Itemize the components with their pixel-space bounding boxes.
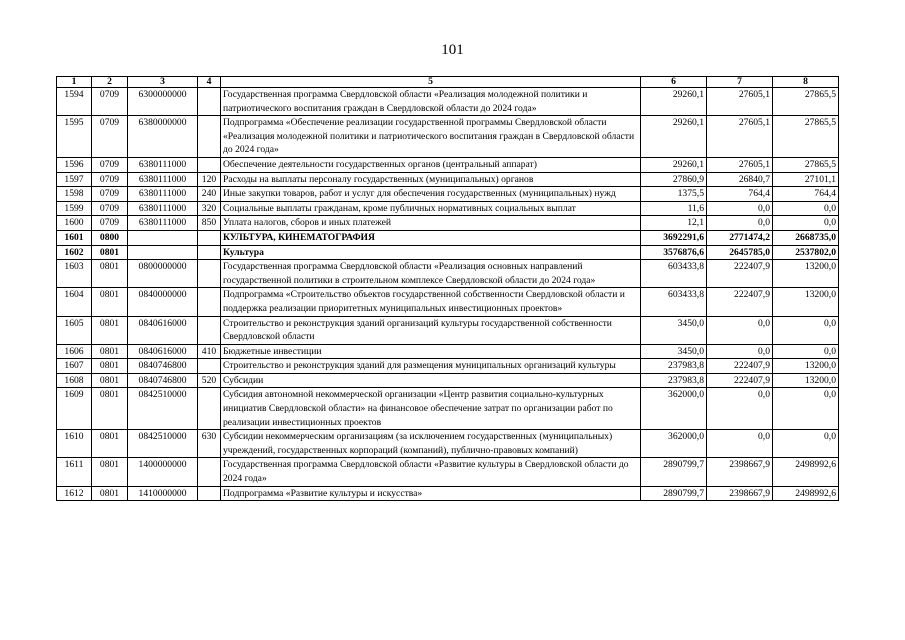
amount-cell-col7: 27605,1 (707, 116, 773, 158)
section-code-cell: 0801 (92, 458, 128, 486)
target-article-cell: 0800000000 (128, 260, 198, 288)
item-name-cell: Социальные выплаты гражданам, кроме публичных нормативных социальных выплат (221, 201, 641, 216)
row-number-cell: 1603 (57, 260, 92, 288)
expense-type-cell: 320 (198, 201, 221, 216)
item-name-cell: Государственная программа Свердловской области «Реализация молодежной политики и патриотического воспитания граждан в Свердловской области до 2024 года» (221, 88, 641, 116)
expense-type-cell: 240 (198, 187, 221, 202)
amount-cell-col8: 0,0 (773, 216, 839, 231)
target-article-cell: 6380111000 (128, 157, 198, 172)
section-code-cell: 0709 (92, 157, 128, 172)
amount-cell-col6: 237983,8 (641, 359, 707, 374)
amount-cell-col8: 13200,0 (773, 260, 839, 288)
target-article-cell: 0840000000 (128, 288, 198, 316)
table-row (57, 260, 839, 288)
amount-cell-col7: 764,4 (707, 187, 773, 202)
amount-cell-col7: 27605,1 (707, 88, 773, 116)
section-code-cell: 0801 (92, 373, 128, 388)
amount-cell-col8: 13200,0 (773, 288, 839, 316)
amount-cell-col6: 362000,0 (641, 388, 707, 430)
table-row (57, 187, 839, 202)
item-name-cell: Обеспечение деятельности государственных органов (центральный аппарат) (221, 157, 641, 172)
row-number-cell: 1605 (57, 316, 92, 344)
item-name-cell: Расходы на выплаты персоналу государственных (муниципальных) органов (221, 172, 641, 187)
row-number-cell: 1596 (57, 157, 92, 172)
amount-cell-col8: 2537802,0 (773, 245, 839, 260)
row-number-cell: 1600 (57, 216, 92, 231)
expense-type-cell (198, 486, 221, 501)
expense-type-cell: 850 (198, 216, 221, 231)
amount-cell-col6: 2890799,7 (641, 458, 707, 486)
expense-type-cell (198, 245, 221, 260)
amount-cell-col6: 29260,1 (641, 157, 707, 172)
amount-cell-col7: 222407,9 (707, 359, 773, 374)
table-row (57, 216, 839, 231)
table-row (57, 388, 839, 430)
section-code-cell: 0709 (92, 116, 128, 158)
target-article-cell: 1410000000 (128, 486, 198, 501)
amount-cell-col6: 29260,1 (641, 88, 707, 116)
header-cell: 6 (641, 77, 707, 88)
expense-type-cell: 120 (198, 172, 221, 187)
amount-cell-col7: 2398667,9 (707, 486, 773, 501)
item-name-cell: Подпрограмма «Обеспечение реализации государственной программы Свердловской области «Реализация молодежной политики и патриотического воспитания граждан в Свердловской области до 2024 года» (221, 116, 641, 158)
amount-cell-col8: 0,0 (773, 201, 839, 216)
amount-cell-col8: 2668735,0 (773, 230, 839, 245)
amount-cell-col8: 0,0 (773, 344, 839, 359)
target-article-cell: 6380111000 (128, 172, 198, 187)
amount-cell-col8: 13200,0 (773, 359, 839, 374)
section-code-cell: 0801 (92, 486, 128, 501)
section-code-cell: 0801 (92, 245, 128, 260)
amount-cell-col6: 27860,9 (641, 172, 707, 187)
target-article-cell: 0840746800 (128, 373, 198, 388)
section-code-cell: 0801 (92, 344, 128, 359)
header-cell: 3 (128, 77, 198, 88)
budget-table (56, 76, 839, 501)
amount-cell-col6: 362000,0 (641, 430, 707, 458)
expense-type-cell (198, 260, 221, 288)
amount-cell-col8: 0,0 (773, 430, 839, 458)
section-code-cell: 0800 (92, 230, 128, 245)
header-cell: 4 (198, 77, 221, 88)
item-name-cell: Подпрограмма «Строительство объектов государственной собственности Свердловской области и поддержка реализации приоритетных муниципальных инвестиционных проектов» (221, 288, 641, 316)
header-cell: 1 (57, 77, 92, 88)
page-number: 101 (441, 42, 464, 58)
amount-cell-col7: 0,0 (707, 201, 773, 216)
amount-cell-col8: 764,4 (773, 187, 839, 202)
table-row (57, 288, 839, 316)
row-number-cell: 1608 (57, 373, 92, 388)
table-row (57, 344, 839, 359)
item-name-cell: Субсидия автономной некоммерческой организации «Центр развития социально-культурных инициатив Свердловской области» на финансовое обеспечение затрат по организации работ по реализации инвестиционных проектов (221, 388, 641, 430)
amount-cell-col6: 237983,8 (641, 373, 707, 388)
item-name-cell: Уплата налогов, сборов и иных платежей (221, 216, 641, 231)
target-article-cell: 0840746800 (128, 359, 198, 374)
amount-cell-col8: 27101,1 (773, 172, 839, 187)
amount-cell-col7: 0,0 (707, 316, 773, 344)
target-article-cell: 0842510000 (128, 388, 198, 430)
amount-cell-col8: 13200,0 (773, 373, 839, 388)
amount-cell-col6: 3450,0 (641, 316, 707, 344)
amount-cell-col7: 222407,9 (707, 373, 773, 388)
table-row (57, 201, 839, 216)
amount-cell-col6: 603433,8 (641, 260, 707, 288)
amount-cell-col8: 0,0 (773, 388, 839, 430)
item-name-cell: Иные закупки товаров, работ и услуг для обеспечения государственных (муниципальных) нужд (221, 187, 641, 202)
amount-cell-col6: 3692291,6 (641, 230, 707, 245)
target-article-cell: 6380111000 (128, 201, 198, 216)
target-article-cell: 6300000000 (128, 88, 198, 116)
table-row (57, 316, 839, 344)
item-name-cell: Государственная программа Свердловской области «Реализация основных направлений государственной политики в строительном комплексе Свердловской области до 2024 года» (221, 260, 641, 288)
table-row (57, 157, 839, 172)
expense-type-cell (198, 316, 221, 344)
amount-cell-col7: 0,0 (707, 388, 773, 430)
row-number-cell: 1606 (57, 344, 92, 359)
table-row (57, 230, 839, 245)
row-number-cell: 1594 (57, 88, 92, 116)
item-name-cell: Строительство и реконструкция зданий для размещения муниципальных организаций культуры (221, 359, 641, 374)
amount-cell-col7: 0,0 (707, 216, 773, 231)
row-number-cell: 1612 (57, 486, 92, 501)
section-code-cell: 0709 (92, 201, 128, 216)
table-row (57, 245, 839, 260)
target-article-cell: 0840616000 (128, 316, 198, 344)
target-article-cell: 6380111000 (128, 216, 198, 231)
amount-cell-col7: 2771474,2 (707, 230, 773, 245)
section-code-cell: 0709 (92, 216, 128, 231)
table-header-row (57, 77, 839, 88)
row-number-cell: 1602 (57, 245, 92, 260)
amount-cell-col7: 2398667,9 (707, 458, 773, 486)
header-cell: 7 (707, 77, 773, 88)
item-name-cell: Государственная программа Свердловской области «Развитие культуры в Свердловской области до 2024 года» (221, 458, 641, 486)
expense-type-cell (198, 458, 221, 486)
section-code-cell: 0801 (92, 316, 128, 344)
amount-cell-col6: 2890799,7 (641, 486, 707, 501)
table-row (57, 430, 839, 458)
item-name-cell: Культура (221, 245, 641, 260)
section-code-cell: 0801 (92, 359, 128, 374)
table-body (57, 88, 839, 501)
section-code-cell: 0801 (92, 388, 128, 430)
header-cell: 8 (773, 77, 839, 88)
amount-cell-col6: 3576876,6 (641, 245, 707, 260)
amount-cell-col8: 27865,5 (773, 116, 839, 158)
target-article-cell: 6380111000 (128, 187, 198, 202)
target-article-cell: 0840616000 (128, 344, 198, 359)
expense-type-cell (198, 288, 221, 316)
row-number-cell: 1595 (57, 116, 92, 158)
item-name-cell: Субсидии некоммерческим организациям (за исключением государственных (муниципальных) учреждений, государственных корпораций (компаний), публично-правовых компаний) (221, 430, 641, 458)
amount-cell-col7: 0,0 (707, 344, 773, 359)
section-code-cell: 0801 (92, 288, 128, 316)
amount-cell-col7: 222407,9 (707, 260, 773, 288)
table-row (57, 116, 839, 158)
target-article-cell: 6380000000 (128, 116, 198, 158)
amount-cell-col7: 222407,9 (707, 288, 773, 316)
expense-type-cell (198, 388, 221, 430)
amount-cell-col6: 29260,1 (641, 116, 707, 158)
section-code-cell: 0709 (92, 187, 128, 202)
amount-cell-col8: 2498992,6 (773, 486, 839, 501)
row-number-cell: 1604 (57, 288, 92, 316)
amount-cell-col7: 2645785,0 (707, 245, 773, 260)
amount-cell-col7: 26840,7 (707, 172, 773, 187)
item-name-cell: Подпрограмма «Развитие культуры и искусства» (221, 486, 641, 501)
header-cell: 2 (92, 77, 128, 88)
expense-type-cell: 410 (198, 344, 221, 359)
row-number-cell: 1599 (57, 201, 92, 216)
item-name-cell: КУЛЬТУРА, КИНЕМАТОГРАФИЯ (221, 230, 641, 245)
amount-cell-col6: 12,1 (641, 216, 707, 231)
expense-type-cell (198, 88, 221, 116)
row-number-cell: 1607 (57, 359, 92, 374)
expense-type-cell (198, 230, 221, 245)
table-row (57, 172, 839, 187)
item-name-cell: Субсидии (221, 373, 641, 388)
amount-cell-col8: 27865,5 (773, 88, 839, 116)
target-article-cell (128, 245, 198, 260)
row-number-cell: 1598 (57, 187, 92, 202)
expense-type-cell (198, 359, 221, 374)
amount-cell-col8: 2498992,6 (773, 458, 839, 486)
section-code-cell: 0801 (92, 430, 128, 458)
amount-cell-col6: 3450,0 (641, 344, 707, 359)
row-number-cell: 1597 (57, 172, 92, 187)
target-article-cell: 1400000000 (128, 458, 198, 486)
row-number-cell: 1601 (57, 230, 92, 245)
table-row (57, 359, 839, 374)
amount-cell-col6: 1375,5 (641, 187, 707, 202)
amount-cell-col7: 27605,1 (707, 157, 773, 172)
item-name-cell: Бюджетные инвестиции (221, 344, 641, 359)
section-code-cell: 0801 (92, 260, 128, 288)
row-number-cell: 1609 (57, 388, 92, 430)
header-cell: 5 (221, 77, 641, 88)
amount-cell-col8: 27865,5 (773, 157, 839, 172)
item-name-cell: Строительство и реконструкция зданий организаций культуры государственной собственности Свердловской области (221, 316, 641, 344)
amount-cell-col7: 0,0 (707, 430, 773, 458)
expense-type-cell (198, 157, 221, 172)
amount-cell-col6: 603433,8 (641, 288, 707, 316)
target-article-cell (128, 230, 198, 245)
amount-cell-col8: 0,0 (773, 316, 839, 344)
table-row (57, 373, 839, 388)
amount-cell-col6: 11,6 (641, 201, 707, 216)
table-row (57, 486, 839, 501)
section-code-cell: 0709 (92, 88, 128, 116)
row-number-cell: 1611 (57, 458, 92, 486)
expense-type-cell: 630 (198, 430, 221, 458)
expense-type-cell (198, 116, 221, 158)
section-code-cell: 0709 (92, 172, 128, 187)
table-row (57, 88, 839, 116)
expense-type-cell: 520 (198, 373, 221, 388)
table-row (57, 458, 839, 486)
target-article-cell: 0842510000 (128, 430, 198, 458)
row-number-cell: 1610 (57, 430, 92, 458)
